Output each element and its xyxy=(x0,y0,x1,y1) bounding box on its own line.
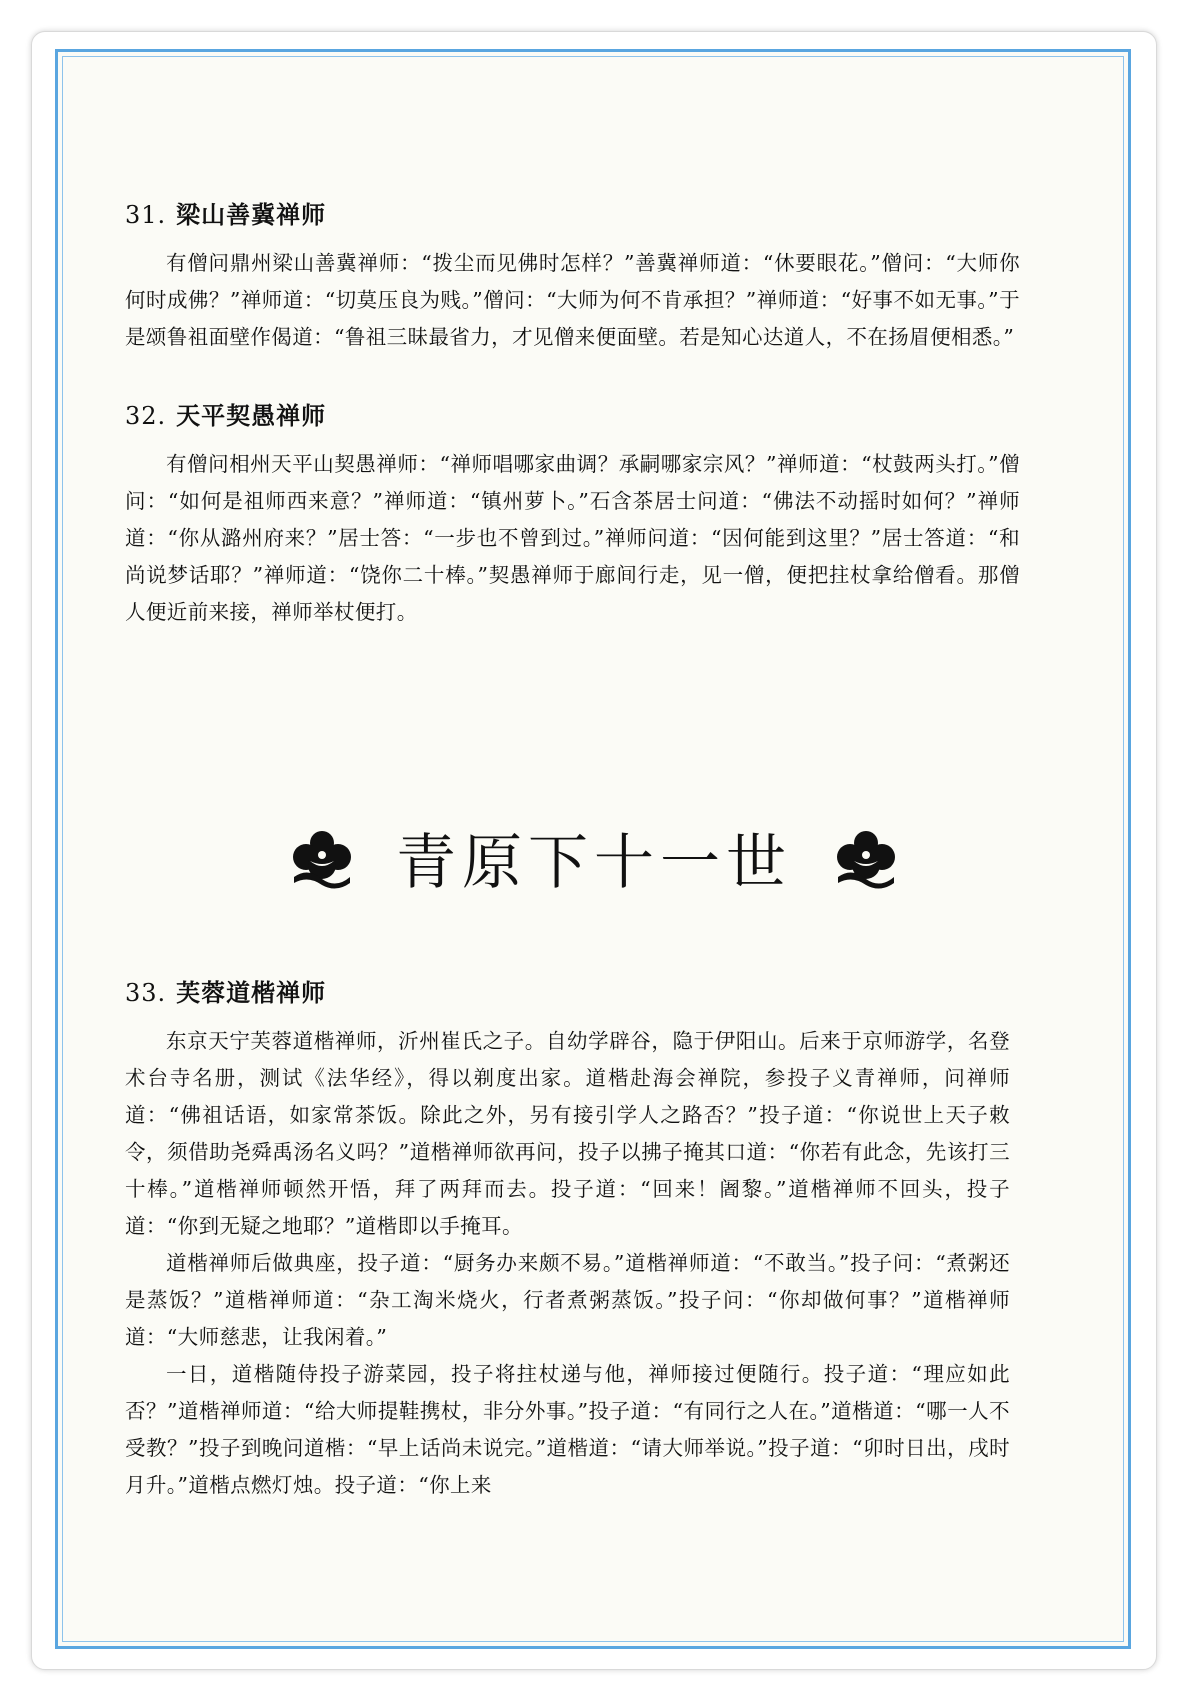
section-paragraph: 有僧问相州天平山契愚禅师：“禅师唱哪家曲调？承嗣哪家宗风？”禅师道：“杖鼓两头打。”僧问：“如何是祖师西来意？”禅师道：“镇州萝卜。”石含茶居士问道：“佛法不动摇时如何？”禅师道：“你从潞州府来？”居士答：“一步也不曾到过。”禅师问道：“因何能到这里？”居士答道：“和尚说梦话耶？”禅师道：“饶你二十棒。”契愚禅师于廊间行走，见一僧，便把拄杖拿给僧看。那僧人便近前来接，禅师举杖便打。 xyxy=(125,452,1020,624)
section-heading: 芙蓉道楷禅师 xyxy=(176,978,327,1007)
section-title xyxy=(125,195,1020,235)
section-number: 32. xyxy=(125,402,167,430)
section-32 xyxy=(125,396,1020,631)
section-title xyxy=(125,973,1010,1013)
cloud-knot-ornament-right-icon xyxy=(832,827,900,889)
section-number: 31. xyxy=(125,201,167,229)
generation-divider xyxy=(0,815,1188,901)
section-31 xyxy=(125,195,1020,356)
section-heading: 天平契愚禅师 xyxy=(176,401,327,430)
section-paragraph: 东京天宁芙蓉道楷禅师，沂州崔氏之子。自幼学辟谷，隐于伊阳山。后来于京师游学，名登术台寺名册，测试《法华经》，得以剃度出家。道楷赴海会禅院，参投子义青禅师，问禅师道：“佛祖话语，如家常茶饭。除此之外，另有接引学人之路否？”投子道：“你说世上天子敕令，须借助尧舜禹汤名义吗？”道楷禅师欲再问，投子以拂子掩其口道：“你若有此念，先该打三十棒。”道楷禅师顿然开悟，拜了两拜而去。投子道：“回来！阇黎。”道楷禅师不回头，投子道：“你到无疑之地耶？”道楷即以手掩耳。 xyxy=(125,1029,1010,1238)
section-heading: 梁山善冀禅师 xyxy=(176,200,327,229)
cloud-knot-ornament-left-icon xyxy=(288,827,356,889)
page-content xyxy=(125,195,1020,631)
section-title xyxy=(125,396,1020,436)
section-paragraph: 道楷禅师后做典座，投子道：“厨务办来颇不易。”道楷禅师道：“不敢当。”投子问：“煮粥还是蒸饭？”道楷禅师道：“杂工淘米烧火，行者煮粥蒸饭。”投子问：“你却做何事？”道楷禅师道：“大师慈悲，让我闲着。” xyxy=(125,1251,1010,1349)
section-number: 33. xyxy=(125,979,167,1007)
section-33 xyxy=(125,973,1010,1504)
divider-title: 青原下十一世 xyxy=(396,828,792,898)
section-paragraph: 有僧问鼎州梁山善冀禅师：“拨尘而见佛时怎样？”善冀禅师道：“休要眼花。”僧问：“大师你何时成佛？”禅师道：“切莫压良为贱。”僧问：“大师为何不肯承担？”禅师道：“好事不如无事。”于是颂鲁祖面壁作偈道：“鲁祖三昧最省力，才见僧来便面壁。若是知心达道人，不在扬眉便相悉。” xyxy=(125,251,1020,349)
section-paragraph: 一日，道楷随侍投子游菜园，投子将拄杖递与他，禅师接过便随行。投子道：“理应如此否？”道楷禅师道：“给大师提鞋携杖，非分外事。”投子道：“有同行之人在。”道楷道：“哪一人不受教？”投子到晚问道楷：“早上话尚未说完。”道楷道：“请大师举说。”投子道：“卯时日出，戌时月升。”道楷点燃灯烛。投子道：“你上来 xyxy=(125,1362,1010,1497)
